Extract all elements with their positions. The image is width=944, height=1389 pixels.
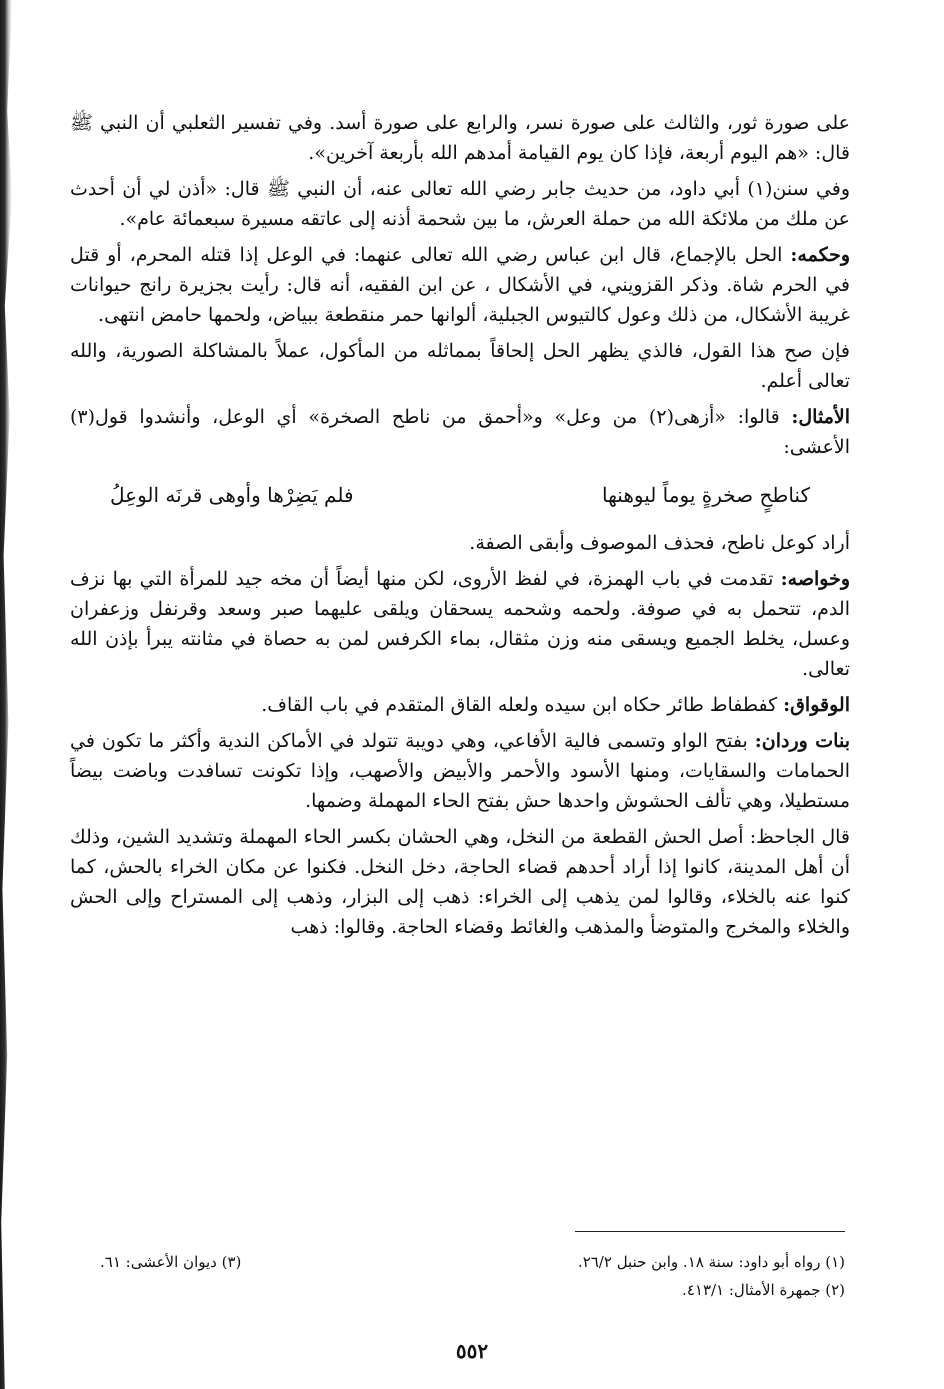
paragraph: أراد كوعل ناطح، فحذف الموصوف وأبقى الصفة. — [469, 532, 850, 554]
footnote-3: (٣) ديوان الأعشى: ٦١. — [100, 1253, 242, 1271]
footnote-row — [100, 1248, 845, 1276]
paragraph: بنات وردان: بفتح الواو وتسمى فالية الأفاعي، وهي دويبة تتولد في الأماكن الندية وأكثر ما تكون في الحمامات والسقايات، ومنها الأسود والأحمر والأبيض والأصهب، وإذا تكونت تسافدت وباضت بيضاً مستطيلا، وهي تألف الحشوش واحدها حش بفتح الحاء المهملة وضمها. — [70, 730, 850, 812]
scanned-page-edge — [0, 0, 12, 1389]
paragraph: وفي سنن(١) أبي داود، من حديث جابر رضي الله تعالى عنه، أن النبي ﷺ قال: «أذن لي أن أحدث عن ملك من ملائكة الله من حملة العرش، ما بين شحمة أذنه إلى عاتقه مسيرة سبعمائة عام». — [70, 178, 850, 230]
paragraph: على صورة ثور، والثالث على صورة نسر، والرابع على صورة أسد. وفي تفسير الثعلبي أن النبي ﷺ قال: «هم اليوم أربعة، فإذا كان يوم القيامة أمدهم الله بأربعة آخرين». — [70, 112, 850, 164]
footnote-row — [100, 1276, 845, 1304]
page-body — [70, 108, 850, 948]
paragraph: فإن صح هذا القول، فالذي يظهر الحل إلحاقاً بمماثله من المأكول، عملاً بالمشاكلة الصورية، والله تعالى أعلم. — [70, 340, 850, 392]
verse-second-hemistich: فلم يَضِرْها وأوهى قرنَه الوعِلُ — [110, 483, 354, 507]
footnote-divider — [575, 1231, 845, 1232]
paragraph: وحكمه: الحل بالإجماع، قال ابن عباس رضي الله تعالى عنهما: في الوعل إذا قتله المحرم، أو قتل في الحرم شاة. وذكر القزويني، في الأشكال ، عن ابن الفقيه، أنه قال: رأيت بجزيرة رانج حيوانات غريبة الأشكال، من ذلك وعول كالتيوس الجبلية، ألوانها حمر منقطعة ببياض، ولحمها حامض انتهى. — [70, 244, 850, 326]
paragraph: قال الجاحظ: أصل الحش القطعة من النخل، وهي الحشان بكسر الحاء المهملة وتشديد الشين، وذلك أن أهل المدينة، كانوا إذا أراد أحدهم قضاء الحاجة، دخل النخل. فكنوا عن مكان الخراء بالحش، كما كنوا عنه بالخلاء، وقالوا لمن يذهب إلى الخراء: ذهب إلى البزار، وذهب إلى المستراح وإلى الحش والخلاء والمخرج والمتوضأ والمذهب والغائط وقضاء الحاجة. وقالوا: ذهب — [70, 826, 850, 938]
footnotes — [100, 1248, 845, 1304]
footnote-1: (١) رواه أبو داود: سنة ١٨. وابن حنبل ٢٦/٢. — [577, 1253, 845, 1271]
paragraph: الوقواق: كفطفاط طائر حكاه ابن سيده ولعله القاق المتقدم في باب القاف. — [261, 694, 850, 716]
page-number: ٥٥٢ — [455, 1339, 489, 1363]
footnote-2: (٢) جمهرة الأمثال: ٤١٣/١. — [682, 1281, 845, 1299]
paragraph: وخواصه: تقدمت في باب الهمزة، في لفظ الأروى، لكن منها أيضاً أن مخه جيد للمرأة التي بها نزف الدم، تتحمل به في صوفة. ولحمه وشحمه يسحقان ويلقى عليهما صبر وسعد وقرنفل وزعفران وعسل، يخلط الجميع ويسقى منه وزن مثقال، بماء الكرفس لمن به حصاة في مثانته يبرأ بإذن الله تعالى. — [70, 568, 850, 680]
paragraph: الأمثال: قالوا: «أزهى(٢) من وعل» و«أحمق من ناطح الصخرة» أي الوعل، وأنشدوا قول(٣) الأعشى: — [70, 406, 850, 458]
poetry-verse — [70, 480, 850, 510]
verse-first-hemistich: كناطحٍ صخرةٍ يوماً ليوهنها — [601, 483, 810, 507]
